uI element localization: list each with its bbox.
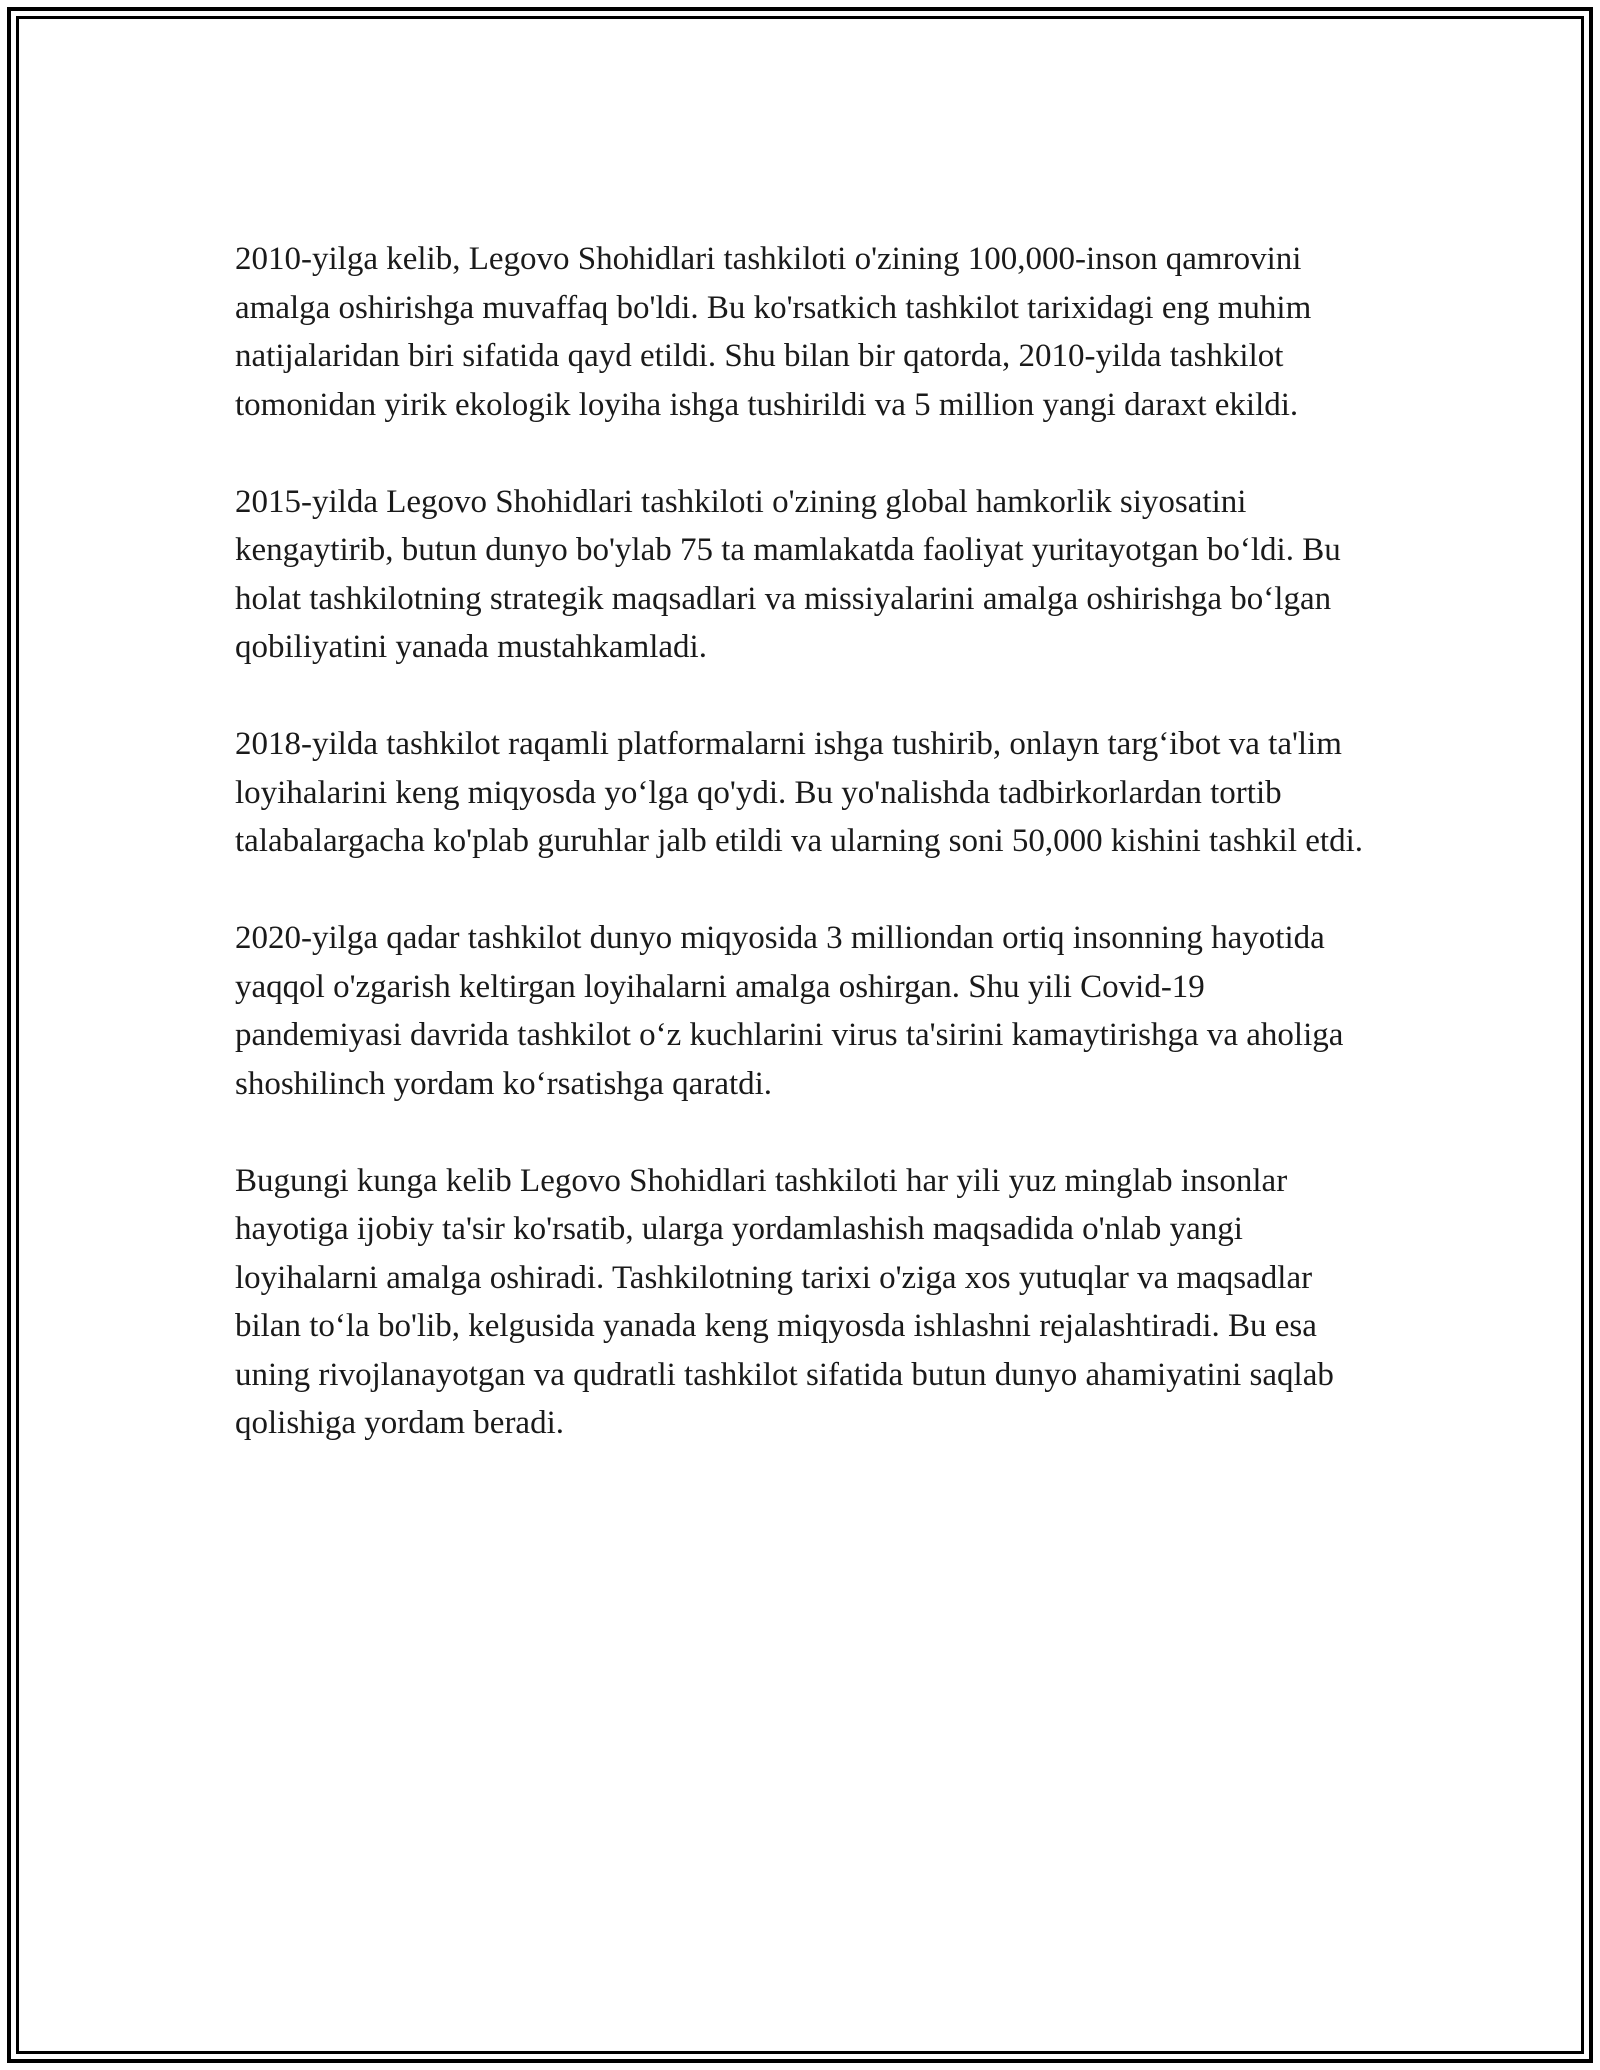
paragraph-2010: 2010-yilga kelib, Legovo Shohidlari tashkiloti o'zining 100,000-inson qamrovini amalga oshirishga muvaffaq bo'ldi. Bu ko'rsatkich tashkilot tarixidagi eng muhim natijalaridan biri sifatida qayd etildi. Shu bilan bir qatorda, 2010-yilda tashkilot tomonidan yirik ekologik loyiha ishga tushirildi va 5 million yangi daraxt ekildi.	[235, 241, 1312, 423]
paragraph-2020: 2020-yilga qadar tashkilot dunyo miqyosida 3 milliondan ortiq insonning hayotida yaqqol o'zgarish keltirgan loyihalarni amalga oshirgan. Shu yili Covid-19 pandemiyasi davrida tashkilot o‘z kuchlarini virus ta'sirini kamaytirishga va aholiga shoshilinch yordam ko‘rsatishga qaratdi.	[235, 920, 1344, 1102]
paragraph-2018: 2018-yilda tashkilot raqamli platformalarni ishga tushirib, onlayn targ‘ibot va ta'lim loyihalarini keng miqyosda yo‘lga qo'ydi. Bu yo'nalishda tadbirkorlardan tortib talabalargacha ko'plab guruhlar jalb etildi va ularning soni 50,000 kishini tashkil etdi.	[235, 726, 1363, 859]
document-body	[235, 235, 1375, 1496]
paragraph-today: Bugungi kunga kelib Legovo Shohidlari tashkiloti har yili yuz minglab insonlar hayotiga ijobiy ta'sir ko'rsatib, ularga yordamlashish maqsadida o'nlab yangi loyihalarni amalga oshiradi. Tashkilotning tarixi o'ziga xos yutuqlar va maqsadlar bilan to‘la bo'lib, kelgusida yanada keng miqyosda ishlashni rejalashtiradi. Bu esa uning rivojlanayotgan va qudratli tashkilot sifatida butun dunyo ahamiyatini saqlab qolishiga yordam beradi.	[235, 1162, 1334, 1441]
paragraph-2015: 2015-yilda Legovo Shohidlari tashkiloti o'zining global hamkorlik siyosatini kengaytirib, butun dunyo bo'ylab 75 ta mamlakatda faoliyat yuritayotgan bo‘ldi. Bu holat tashkilotning strategik maqsadlari va missiyalarini amalga oshirishga bo‘lgan qobiliyatini yanada mustahkamladi.	[235, 483, 1341, 665]
